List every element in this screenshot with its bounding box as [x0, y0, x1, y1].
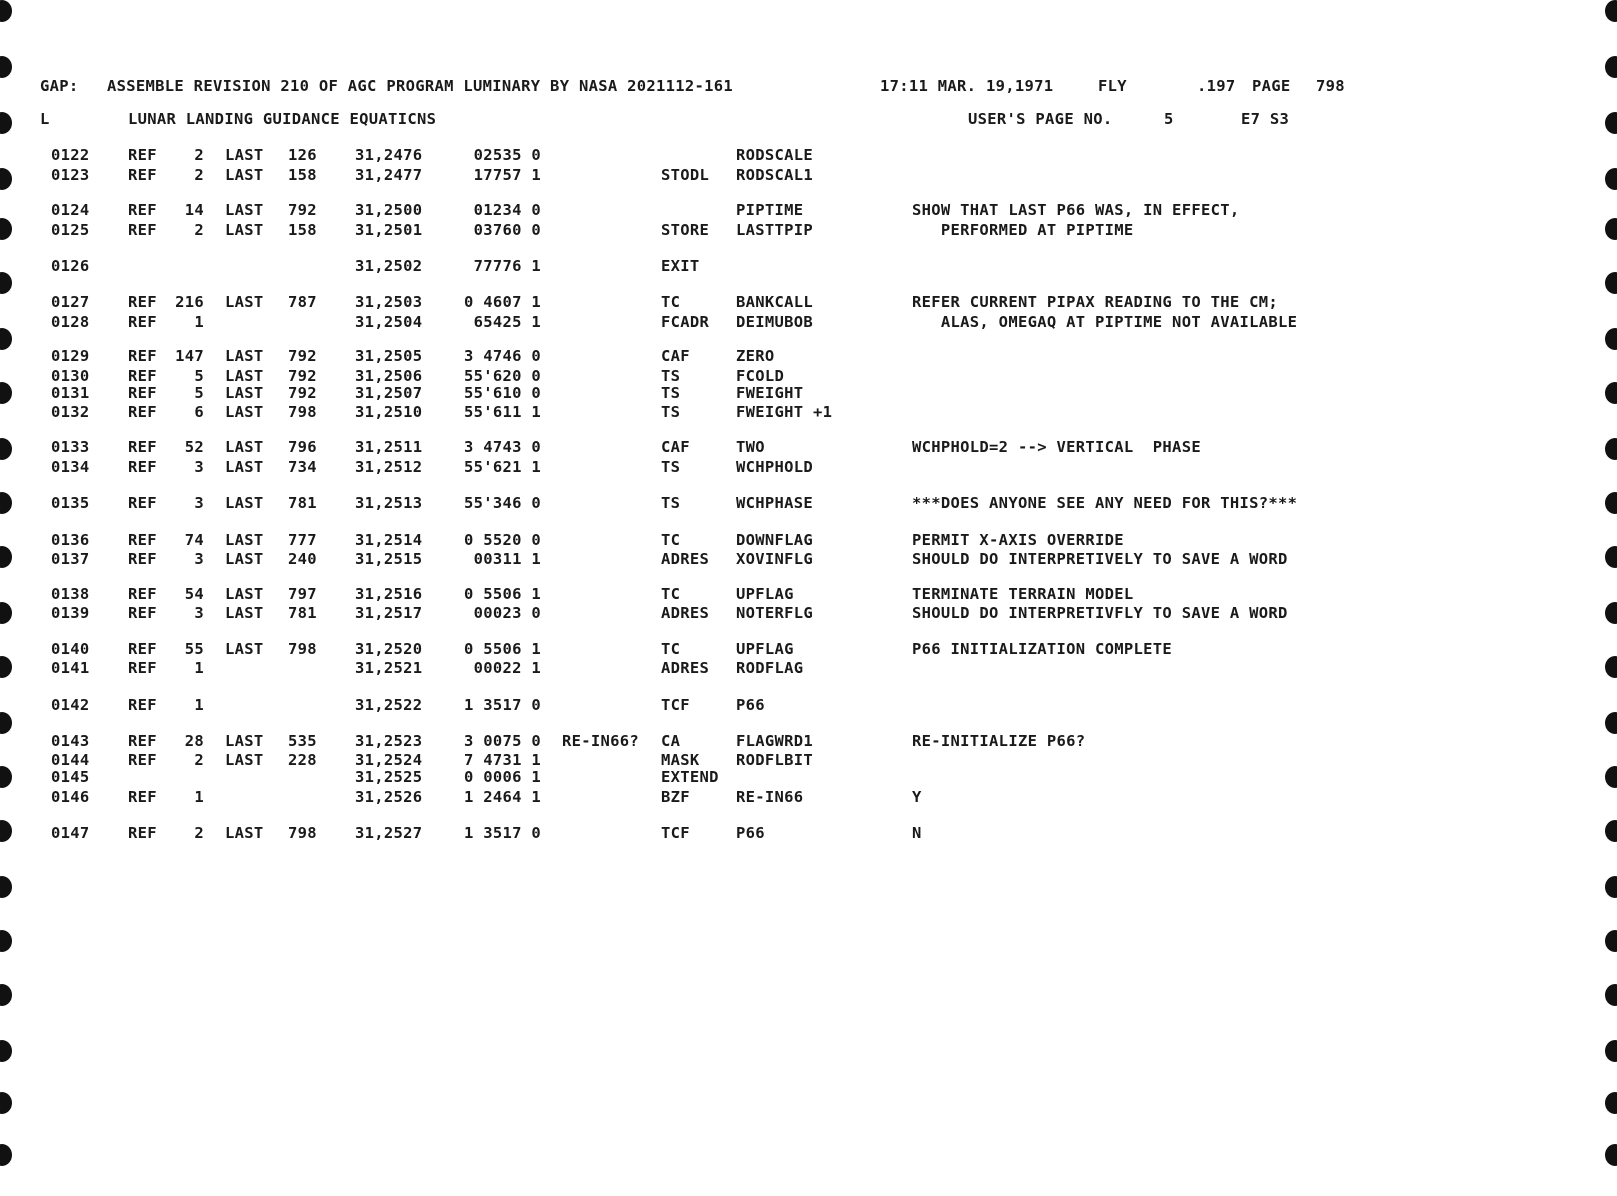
row-ref: REF	[128, 293, 157, 311]
row-op: TCF	[661, 824, 690, 842]
sprocket-hole	[1605, 1144, 1617, 1166]
row-refnum: 1	[194, 788, 204, 806]
row-op: CA	[661, 732, 681, 750]
row-op: BZF	[661, 788, 690, 806]
row-line: 0126	[51, 257, 90, 275]
row-addr: 31,2477	[355, 166, 423, 184]
row-lastnum: 792	[288, 367, 317, 385]
row-lastnum: 228	[288, 751, 317, 769]
sprocket-hole	[1605, 382, 1617, 404]
row-operand: RE-IN66	[736, 788, 804, 806]
row-operand: FWEIGHT	[736, 384, 804, 402]
row-code: 0 5506 1	[463, 640, 541, 658]
sprocket-hole	[0, 492, 12, 514]
row-addr: 31,2515	[355, 550, 423, 568]
sprocket-hole	[0, 602, 12, 624]
row-code: 3 4743 0	[463, 438, 541, 456]
row-ref: REF	[128, 403, 157, 421]
row-ref: REF	[128, 696, 157, 714]
row-refnum: 28	[184, 732, 204, 750]
row-code: 55'621 1	[463, 458, 541, 476]
row-ref: REF	[128, 367, 157, 385]
sprocket-hole	[1605, 602, 1617, 624]
tractor-holes-right	[1605, 0, 1617, 1196]
sprocket-hole	[1605, 766, 1617, 788]
row-last: LAST	[225, 604, 264, 622]
row-last: LAST	[225, 293, 264, 311]
row-line: 0129	[51, 347, 90, 365]
row-last: LAST	[225, 201, 264, 219]
row-lastnum: 535	[288, 732, 317, 750]
row-comment: N	[912, 824, 922, 842]
row-op: STODL	[661, 166, 710, 184]
row-addr: 31,2502	[355, 257, 423, 275]
row-comment: ALAS, OMEGAQ AT PIPTIME NOT AVAILABLE	[912, 313, 1298, 331]
row-addr: 31,2506	[355, 367, 423, 385]
row-code: 00311 1	[473, 550, 541, 568]
row-ref: REF	[128, 494, 157, 512]
row-operand: ZERO	[736, 347, 775, 365]
row-operand: FLAGWRD1	[736, 732, 814, 750]
row-op: TS	[661, 458, 681, 476]
row-op: TCF	[661, 696, 690, 714]
sprocket-hole	[1605, 656, 1617, 678]
row-last: LAST	[225, 438, 264, 456]
row-refnum: 54	[184, 585, 204, 603]
row-code: 00023 0	[473, 604, 541, 622]
row-addr: 31,2500	[355, 201, 423, 219]
row-addr: 31,2516	[355, 585, 423, 603]
row-line: 0123	[51, 166, 90, 184]
row-addr: 31,2521	[355, 659, 423, 677]
row-ref: REF	[128, 347, 157, 365]
row-lastnum: 796	[288, 438, 317, 456]
row-last: LAST	[225, 824, 264, 842]
row-lastnum: 240	[288, 550, 317, 568]
row-op: CAF	[661, 347, 690, 365]
row-addr: 31,2510	[355, 403, 423, 421]
row-addr: 31,2517	[355, 604, 423, 622]
row-comment: WCHPHOLD=2 --> VERTICAL PHASE	[912, 438, 1201, 456]
row-line: 0136	[51, 531, 90, 549]
row-refnum: 5	[194, 367, 204, 385]
row-lastnum: 792	[288, 347, 317, 365]
row-ref: REF	[128, 824, 157, 842]
row-code: 55'346 0	[463, 494, 541, 512]
user-page-label: USER'S PAGE NO.	[968, 110, 1113, 128]
row-ref: REF	[128, 732, 157, 750]
row-last: LAST	[225, 367, 264, 385]
row-code: 77776 1	[473, 257, 541, 275]
sprocket-hole	[0, 56, 12, 78]
row-ref: REF	[128, 146, 157, 164]
row-operand: XOVINFLG	[736, 550, 814, 568]
row-refnum: 5	[194, 384, 204, 402]
sprocket-hole	[0, 0, 12, 22]
row-code: 65425 1	[473, 313, 541, 331]
row-addr: 31,2501	[355, 221, 423, 239]
row-code: 1 3517 0	[463, 824, 541, 842]
tractor-holes-left	[0, 0, 12, 1196]
row-addr: 31,2511	[355, 438, 423, 456]
row-ref: REF	[128, 751, 157, 769]
row-line: 0127	[51, 293, 90, 311]
row-line: 0137	[51, 550, 90, 568]
row-operand: WCHPHOLD	[736, 458, 814, 476]
header-prefix: GAP:	[40, 77, 79, 95]
header-mode: FLY	[1098, 77, 1127, 95]
row-refnum: 6	[194, 403, 204, 421]
row-comment: SHOW THAT LAST P66 WAS, IN EFFECT,	[912, 201, 1240, 219]
row-op: EXTEND	[661, 768, 719, 786]
row-addr: 31,2512	[355, 458, 423, 476]
row-last: LAST	[225, 550, 264, 568]
row-operand: FWEIGHT +1	[736, 403, 833, 421]
row-operand: P66	[736, 824, 765, 842]
row-comment: P66 INITIALIZATION COMPLETE	[912, 640, 1173, 658]
row-op: EXIT	[661, 257, 700, 275]
row-refnum: 52	[184, 438, 204, 456]
row-last: LAST	[225, 347, 264, 365]
listing-title: LUNAR LANDING GUIDANCE EQUATICNS	[128, 110, 437, 128]
row-line: 0131	[51, 384, 90, 402]
row-operand: WCHPHASE	[736, 494, 814, 512]
row-code: 55'620 0	[463, 367, 541, 385]
row-lastnum: 158	[288, 221, 317, 239]
row-lastnum: 787	[288, 293, 317, 311]
row-refnum: 2	[194, 221, 204, 239]
row-addr: 31,2525	[355, 768, 423, 786]
row-lastnum: 126	[288, 146, 317, 164]
row-op: TC	[661, 585, 681, 603]
listing-id: E7 S3	[1241, 110, 1290, 128]
row-code: 0 5520 0	[463, 531, 541, 549]
row-line: 0135	[51, 494, 90, 512]
row-addr: 31,2507	[355, 384, 423, 402]
row-operand: UPFLAG	[736, 640, 794, 658]
row-line: 0138	[51, 585, 90, 603]
row-refnum: 2	[194, 146, 204, 164]
row-last: LAST	[225, 640, 264, 658]
row-operand: PIPTIME	[736, 201, 804, 219]
sprocket-hole	[0, 820, 12, 842]
row-lastnum: 734	[288, 458, 317, 476]
sprocket-hole	[0, 656, 12, 678]
row-line: 0128	[51, 313, 90, 331]
row-code: 1 3517 0	[463, 696, 541, 714]
row-ref: REF	[128, 585, 157, 603]
sprocket-hole	[0, 546, 12, 568]
row-code: 01234 0	[473, 201, 541, 219]
row-op: TC	[661, 531, 681, 549]
sprocket-hole	[1605, 112, 1617, 134]
row-addr: 31,2520	[355, 640, 423, 658]
row-operand: RODFLBIT	[736, 751, 814, 769]
row-line: 0130	[51, 367, 90, 385]
row-code: 55'610 0	[463, 384, 541, 402]
row-label: RE-IN66?	[562, 732, 640, 750]
row-lastnum: 158	[288, 166, 317, 184]
row-last: LAST	[225, 531, 264, 549]
row-lastnum: 781	[288, 604, 317, 622]
row-last: LAST	[225, 494, 264, 512]
row-operand: TWO	[736, 438, 765, 456]
sprocket-hole	[0, 1092, 12, 1114]
row-code: 03760 0	[473, 221, 541, 239]
row-lastnum: 792	[288, 384, 317, 402]
sprocket-hole	[1605, 1092, 1617, 1114]
row-addr: 31,2523	[355, 732, 423, 750]
sprocket-hole	[0, 272, 12, 294]
row-op: TC	[661, 293, 681, 311]
row-comment: SHOULD DO INTERPRETIVELY TO SAVE A WORD	[912, 550, 1288, 568]
row-code: 55'611 1	[463, 403, 541, 421]
row-refnum: 74	[184, 531, 204, 549]
sprocket-hole	[1605, 930, 1617, 952]
row-operand: NOTERFLG	[736, 604, 814, 622]
row-ref: REF	[128, 221, 157, 239]
sprocket-hole	[0, 984, 12, 1006]
sprocket-hole	[0, 112, 12, 134]
row-line: 0147	[51, 824, 90, 842]
row-line: 0132	[51, 403, 90, 421]
row-code: 3 0075 0	[463, 732, 541, 750]
row-lastnum: 798	[288, 403, 317, 421]
row-op: FCADR	[661, 313, 710, 331]
row-ref: REF	[128, 531, 157, 549]
header-timestamp: 17:11 MAR. 19,1971	[880, 77, 1054, 95]
header-page-label: PAGE	[1252, 77, 1291, 95]
row-operand: BANKCALL	[736, 293, 814, 311]
row-code: 02535 0	[473, 146, 541, 164]
row-op: ADRES	[661, 604, 710, 622]
sprocket-hole	[1605, 328, 1617, 350]
row-ref: REF	[128, 458, 157, 476]
row-code: 3 4746 0	[463, 347, 541, 365]
row-comment: REFER CURRENT PIPAX READING TO THE CM;	[912, 293, 1279, 311]
row-refnum: 147	[175, 347, 204, 365]
row-lastnum: 798	[288, 824, 317, 842]
row-line: 0139	[51, 604, 90, 622]
sprocket-hole	[0, 930, 12, 952]
sprocket-hole	[1605, 546, 1617, 568]
row-operand: DOWNFLAG	[736, 531, 814, 549]
sprocket-hole	[0, 1040, 12, 1062]
row-comment: PERFORMED AT PIPTIME	[912, 221, 1134, 239]
row-operand: DEIMUBOB	[736, 313, 814, 331]
row-code: 0 5506 1	[463, 585, 541, 603]
row-refnum: 3	[194, 494, 204, 512]
row-op: ADRES	[661, 550, 710, 568]
row-ref: REF	[128, 604, 157, 622]
row-line: 0134	[51, 458, 90, 476]
row-last: LAST	[225, 403, 264, 421]
row-ref: REF	[128, 201, 157, 219]
row-last: LAST	[225, 384, 264, 402]
row-op: CAF	[661, 438, 690, 456]
row-addr: 31,2514	[355, 531, 423, 549]
row-line: 0146	[51, 788, 90, 806]
row-ref: REF	[128, 438, 157, 456]
row-operand: RODFLAG	[736, 659, 804, 677]
row-code: 00022 1	[473, 659, 541, 677]
row-lastnum: 777	[288, 531, 317, 549]
row-addr: 31,2513	[355, 494, 423, 512]
row-comment: ***DOES ANYONE SEE ANY NEED FOR THIS?***	[912, 494, 1298, 512]
row-comment: Y	[912, 788, 922, 806]
user-page-number: 5	[1164, 110, 1174, 128]
row-op: TS	[661, 403, 681, 421]
row-line: 0143	[51, 732, 90, 750]
row-op: TS	[661, 384, 681, 402]
sprocket-hole	[1605, 272, 1617, 294]
row-line: 0133	[51, 438, 90, 456]
row-op: TC	[661, 640, 681, 658]
row-operand: RODSCALE	[736, 146, 814, 164]
row-refnum: 3	[194, 604, 204, 622]
row-refnum: 3	[194, 550, 204, 568]
row-last: LAST	[225, 166, 264, 184]
sprocket-hole	[1605, 0, 1617, 22]
row-operand: UPFLAG	[736, 585, 794, 603]
row-ref: REF	[128, 384, 157, 402]
sprocket-hole	[1605, 56, 1617, 78]
sprocket-hole	[1605, 876, 1617, 898]
row-addr: 31,2524	[355, 751, 423, 769]
sprocket-hole	[0, 218, 12, 240]
row-line: 0141	[51, 659, 90, 677]
row-line: 0142	[51, 696, 90, 714]
row-line: 0124	[51, 201, 90, 219]
sprocket-hole	[0, 766, 12, 788]
row-refnum: 2	[194, 751, 204, 769]
row-code: 0 0006 1	[463, 768, 541, 786]
sprocket-hole	[1605, 438, 1617, 460]
row-last: LAST	[225, 751, 264, 769]
row-ref: REF	[128, 313, 157, 331]
row-ref: REF	[128, 788, 157, 806]
row-code: 17757 1	[473, 166, 541, 184]
row-last: LAST	[225, 732, 264, 750]
row-operand: P66	[736, 696, 765, 714]
row-last: LAST	[225, 146, 264, 164]
row-code: 7 4731 1	[463, 751, 541, 769]
row-addr: 31,2527	[355, 824, 423, 842]
row-code: 0 4607 1	[463, 293, 541, 311]
row-addr: 31,2526	[355, 788, 423, 806]
sprocket-hole	[1605, 820, 1617, 842]
sprocket-hole	[1605, 984, 1617, 1006]
row-op: ADRES	[661, 659, 710, 677]
header-program: ASSEMBLE REVISION 210 OF AGC PROGRAM LUMINARY BY NASA 2021112-161	[107, 77, 734, 95]
type-code: L	[40, 110, 50, 128]
sprocket-hole	[0, 382, 12, 404]
row-comment: PERMIT X-AXIS OVERRIDE	[912, 531, 1124, 549]
row-op: STORE	[661, 221, 710, 239]
header-page-number: 798	[1316, 77, 1345, 95]
row-line: 0145	[51, 768, 90, 786]
row-operand: LASTTPIP	[736, 221, 814, 239]
row-refnum: 3	[194, 458, 204, 476]
row-last: LAST	[225, 221, 264, 239]
row-refnum: 1	[194, 696, 204, 714]
row-op: TS	[661, 494, 681, 512]
row-lastnum: 797	[288, 585, 317, 603]
sprocket-hole	[0, 438, 12, 460]
row-last: LAST	[225, 458, 264, 476]
sprocket-hole	[1605, 492, 1617, 514]
row-line: 0140	[51, 640, 90, 658]
row-ref: REF	[128, 659, 157, 677]
sprocket-hole	[1605, 168, 1617, 190]
sprocket-hole	[0, 712, 12, 734]
row-refnum: 14	[184, 201, 204, 219]
row-lastnum: 792	[288, 201, 317, 219]
row-ref: REF	[128, 550, 157, 568]
row-line: 0125	[51, 221, 90, 239]
row-code: 1 2464 1	[463, 788, 541, 806]
row-comment: SHOULD DO INTERPRETIVFLY TO SAVE A WORD	[912, 604, 1288, 622]
row-refnum: 55	[184, 640, 204, 658]
row-addr: 31,2503	[355, 293, 423, 311]
row-lastnum: 781	[288, 494, 317, 512]
row-addr: 31,2476	[355, 146, 423, 164]
row-comment: RE-INITIALIZE P66?	[912, 732, 1086, 750]
row-operand: RODSCAL1	[736, 166, 814, 184]
row-comment: TERMINATE TERRAIN MODEL	[912, 585, 1134, 603]
sprocket-hole	[0, 328, 12, 350]
row-ref: REF	[128, 166, 157, 184]
row-lastnum: 798	[288, 640, 317, 658]
row-last: LAST	[225, 585, 264, 603]
row-ref: REF	[128, 640, 157, 658]
row-refnum: 216	[175, 293, 204, 311]
row-op: TS	[661, 367, 681, 385]
sprocket-hole	[1605, 712, 1617, 734]
row-refnum: 2	[194, 824, 204, 842]
row-operand: FCOLD	[736, 367, 785, 385]
header-stat: .197	[1197, 77, 1236, 95]
row-line: 0144	[51, 751, 90, 769]
row-addr: 31,2505	[355, 347, 423, 365]
row-op: MASK	[661, 751, 700, 769]
sprocket-hole	[1605, 1040, 1617, 1062]
row-addr: 31,2522	[355, 696, 423, 714]
sprocket-hole	[0, 1144, 12, 1166]
row-addr: 31,2504	[355, 313, 423, 331]
row-refnum: 2	[194, 166, 204, 184]
row-refnum: 1	[194, 313, 204, 331]
sprocket-hole	[1605, 218, 1617, 240]
sprocket-hole	[0, 168, 12, 190]
row-refnum: 1	[194, 659, 204, 677]
sprocket-hole	[0, 876, 12, 898]
row-line: 0122	[51, 146, 90, 164]
